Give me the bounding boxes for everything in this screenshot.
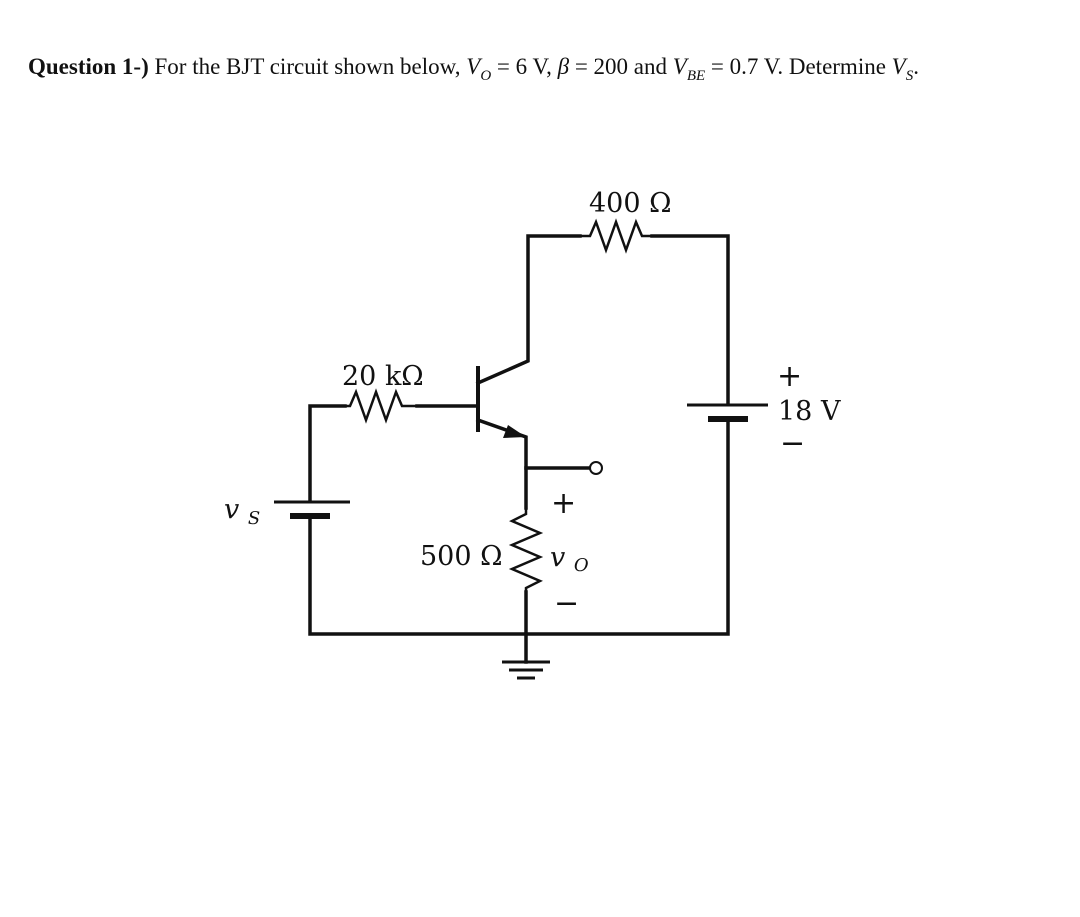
- vbe-value: = 0.7 V. Determine: [710, 54, 886, 79]
- output-plus-sign: +: [551, 486, 577, 521]
- beta-symbol: β: [557, 54, 570, 79]
- base-resistor-label: 20 kΩ: [342, 361, 424, 392]
- vs-symbol: V: [891, 54, 906, 79]
- vbe-sub: BE: [686, 68, 706, 84]
- output-sub: O: [573, 555, 589, 576]
- collector-supply-wire: [652, 236, 728, 403]
- source-symbol: v: [224, 494, 240, 525]
- collector-wire: [478, 236, 580, 383]
- source-sub: S: [247, 508, 261, 529]
- collector-resistor: [580, 222, 652, 250]
- output-minus-sign: −: [554, 586, 580, 621]
- supply-plus-sign: +: [777, 359, 803, 394]
- vbe-symbol: V: [672, 54, 687, 79]
- question-label: Question 1-): [28, 54, 149, 79]
- emitter-arrow-icon: [503, 425, 526, 438]
- base-resistor: [345, 392, 417, 420]
- beta-value: = 200 and: [574, 54, 668, 79]
- source-label: [224, 494, 260, 529]
- source-base-wire: [310, 406, 345, 501]
- collector-resistor-label: 400 Ω: [589, 188, 672, 219]
- ground-icon: [502, 662, 550, 678]
- vs-end: .: [913, 54, 919, 79]
- vs-sub: S: [905, 68, 914, 84]
- emitter-resistor: [512, 508, 540, 592]
- output-label: [550, 542, 589, 576]
- vo-sub: O: [480, 68, 492, 84]
- wires: [310, 236, 728, 662]
- vo-value: = 6 V,: [496, 54, 552, 79]
- emitter-resistor-label: 500 Ω: [420, 541, 503, 572]
- vo-symbol: V: [466, 54, 481, 79]
- question-intro: For the BJT circuit shown below,: [154, 54, 461, 79]
- output-terminal: [590, 462, 602, 474]
- supply-ground-wire: [310, 421, 728, 634]
- supply-minus-sign: −: [780, 426, 806, 461]
- supply-voltage-label: 18 V: [778, 396, 841, 427]
- output-symbol: v: [550, 542, 566, 573]
